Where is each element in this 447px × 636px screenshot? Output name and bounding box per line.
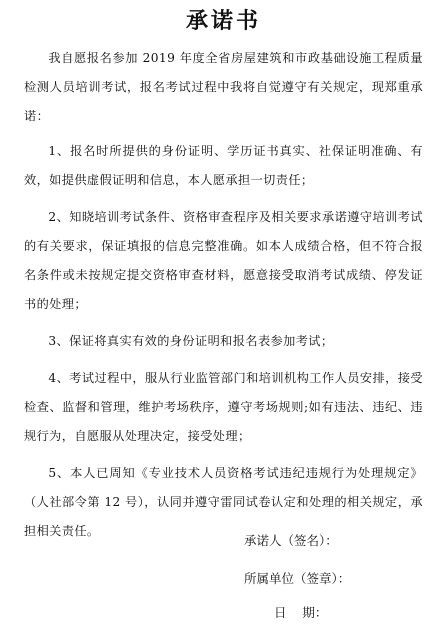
date-label: 日 期： xyxy=(274,605,328,620)
document-title: 承诺书 xyxy=(185,8,261,34)
document-body xyxy=(24,44,423,546)
commitment-item-1: 1、报名时所提供的身份证明、学历证书真实、社保证明准确、有效，如提供虚假证明和信息，本人愿承担一切责任； xyxy=(24,144,423,187)
commitment-item-3: 3、保证将真实有效的身份证明和报名表参加考试； xyxy=(48,334,334,348)
commitment-item-2: 2、知晓培训考试条件、资格审查程序及相关要求承诺遵守培训考试的有关要求，保证填报的信息完整准确。如本人成绩合格，但不符合报名条件或未按规定提交资格审查材料，愿意接受取消考试成绩、停发证书的处理； xyxy=(24,210,423,311)
promisor-signature-label: 承诺人（签名）： xyxy=(244,533,338,548)
unit-seal-label: 所属单位（签章）： xyxy=(244,571,351,586)
commitment-item-5: 5、本人已周知《专业技术人员资格考试违纪违规行为处理规定》（人社部令第 12 号），认同并遵守雷同试卷认定和处理的相关规定，承担相关责任。 xyxy=(24,466,423,538)
intro-paragraph: 我自愿报名参加 2019 年度全省房屋建筑和市政基础设施工程质量检测人员培训考试，报名考试过程中我将自觉遵守有关规定，现郑重承诺： xyxy=(24,51,423,123)
commitment-item-4: 4、考试过程中，服从行业监管部门和培训机构工作人员安排，接受检查、监督和管理，维护考场秩序，遵守考场规则;如有违法、违纪、违规行为，自愿服从处理决定，接受处理； xyxy=(24,371,423,443)
